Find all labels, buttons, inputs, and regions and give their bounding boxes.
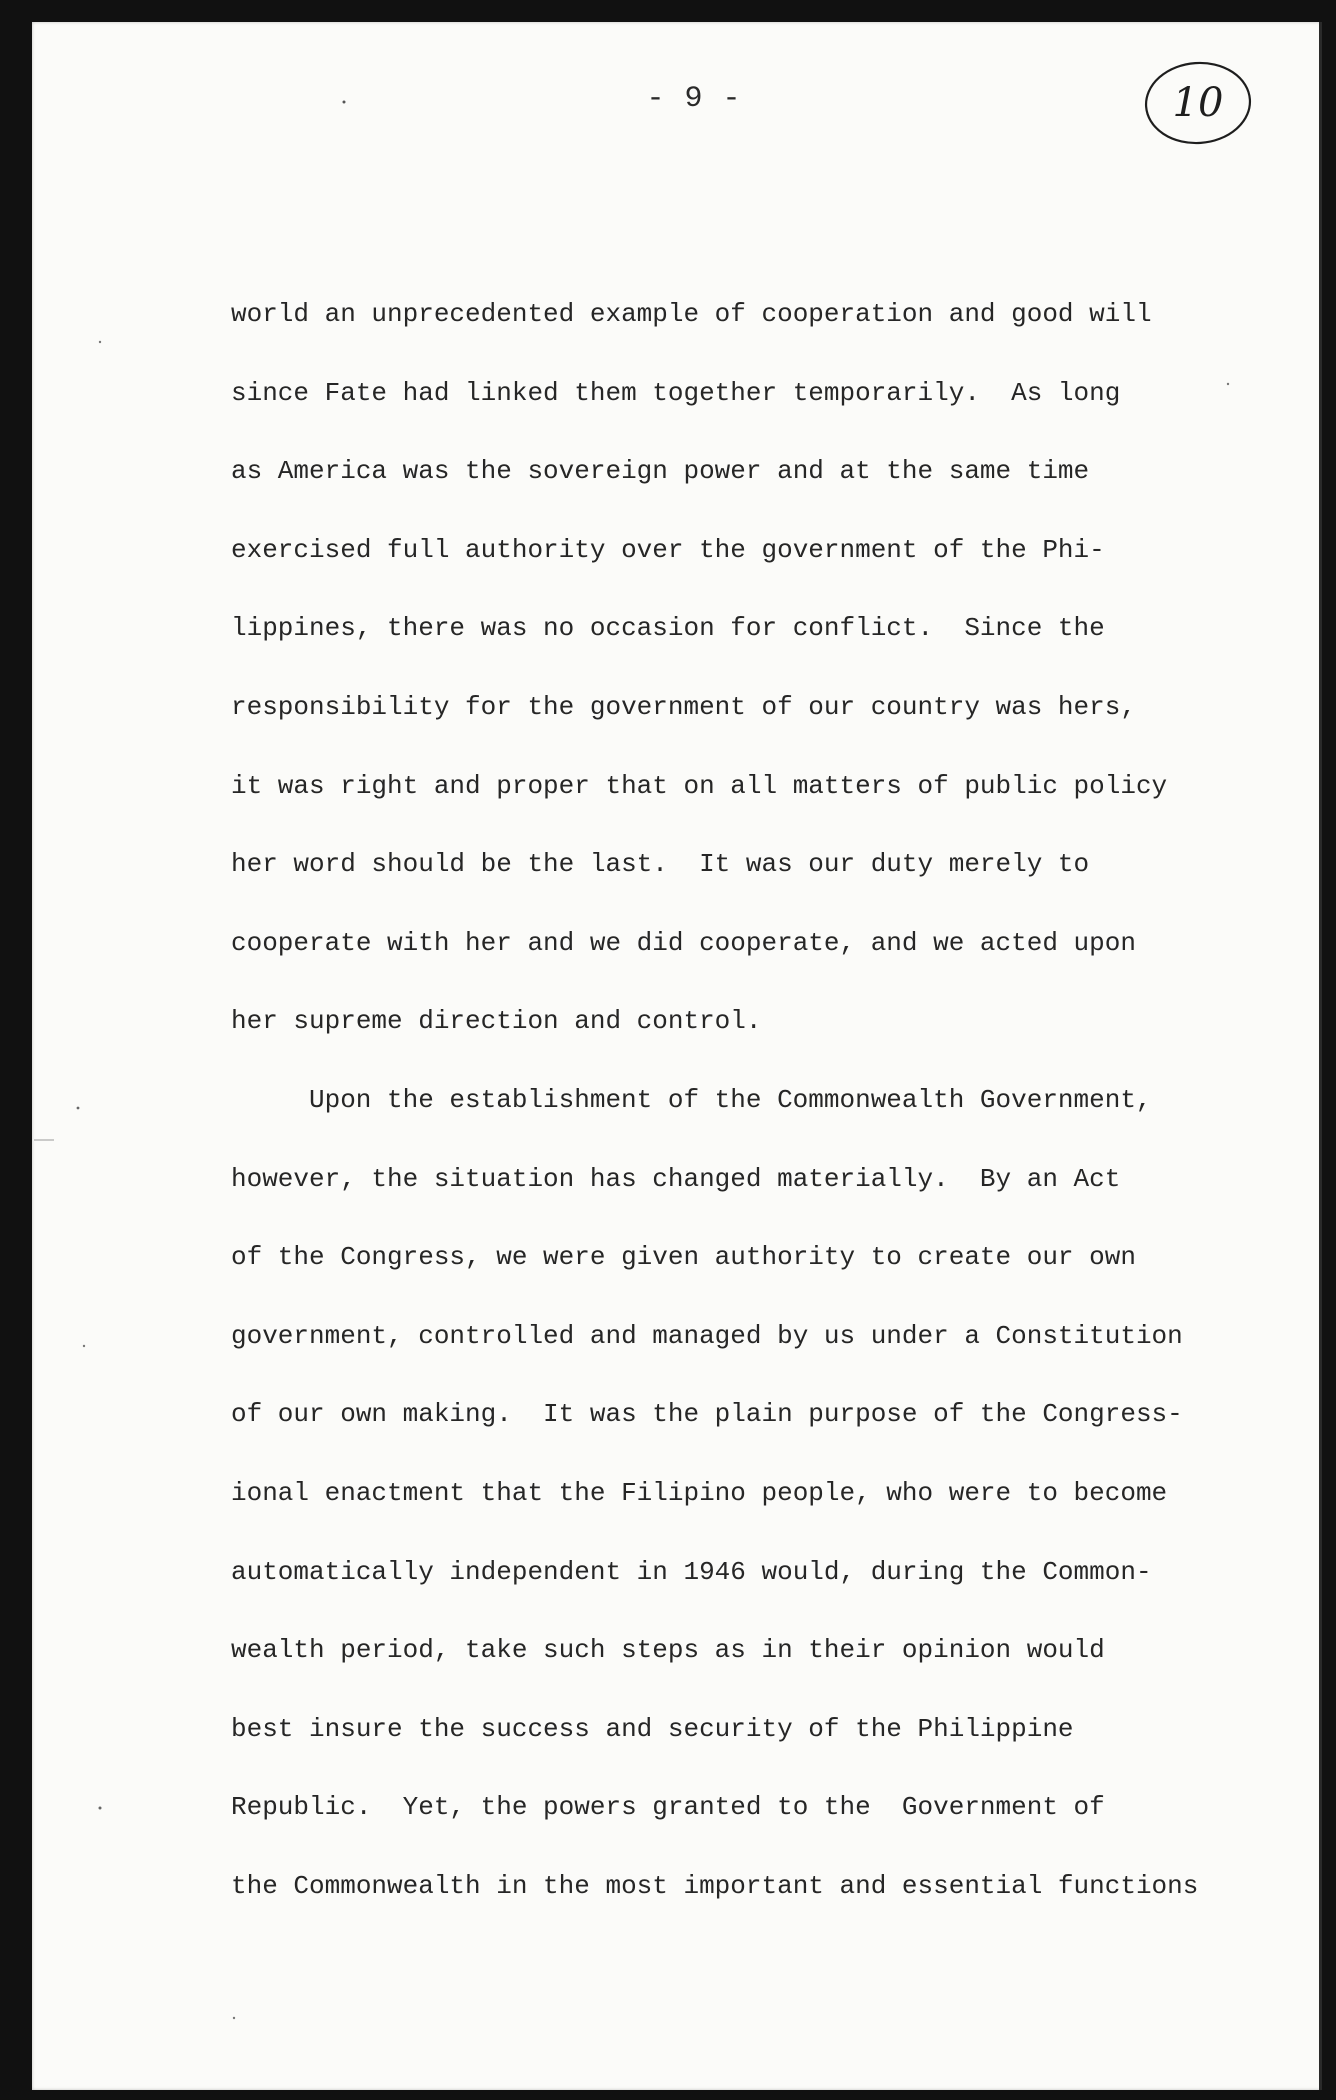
text-line: lippines, there was no occasion for conflict. Since the: [231, 613, 1105, 644]
page-edge: [1319, 22, 1322, 2090]
text-line: her word should be the last. It was our duty merely to: [231, 849, 1090, 880]
body-text: [231, 284, 1241, 1934]
text-line: world an unprecedented example of cooperation and good will: [231, 299, 1152, 329]
text-line: automatically independent in 1946 would, during the Common-: [231, 1556, 1152, 1587]
text-line: the Commonwealth in the most important and essential functions: [231, 1870, 1199, 1901]
text-line: ional enactment that the Filipino people, who were to become: [231, 1477, 1168, 1508]
text-line: of the Congress, we were given authority to create our own: [231, 1242, 1136, 1273]
text-line: wealth period, take such steps as in their opinion would: [231, 1635, 1105, 1666]
page-number: - 9 -: [646, 82, 742, 116]
text-line: cooperate with her and we did cooperate, and we acted upon: [231, 927, 1136, 958]
text-line: best insure the success and security of the Philippine: [231, 1713, 1074, 1744]
folio-number-circled: [1142, 58, 1254, 148]
text-line: it was right and proper that on all matters of public policy: [231, 770, 1168, 801]
text-line: responsibility for the government of our country was hers,: [231, 691, 1136, 722]
text-line: of our own making. It was the plain purpose of the Congress-: [231, 1399, 1183, 1430]
text-line: her supreme direction and control.: [231, 1006, 762, 1037]
text-line: however, the situation has changed materially. By an Act: [231, 1163, 1121, 1194]
text-line: exercised full authority over the government of the Phi-: [231, 534, 1105, 565]
handwritten-circle-icon: [1142, 58, 1254, 148]
text-line: since Fate had linked them together temporarily. As long: [231, 377, 1121, 408]
text-line: as America was the sovereign power and at the same time: [231, 456, 1090, 487]
text-line: Republic. Yet, the powers granted to the Government of: [231, 1792, 1105, 1823]
paragraph-start-line: Upon the establishment of the Commonwealth Government,: [309, 1084, 1152, 1115]
text-line: government, controlled and managed by us under a Constitution: [231, 1320, 1183, 1351]
folio-number: 10: [1172, 80, 1224, 126]
